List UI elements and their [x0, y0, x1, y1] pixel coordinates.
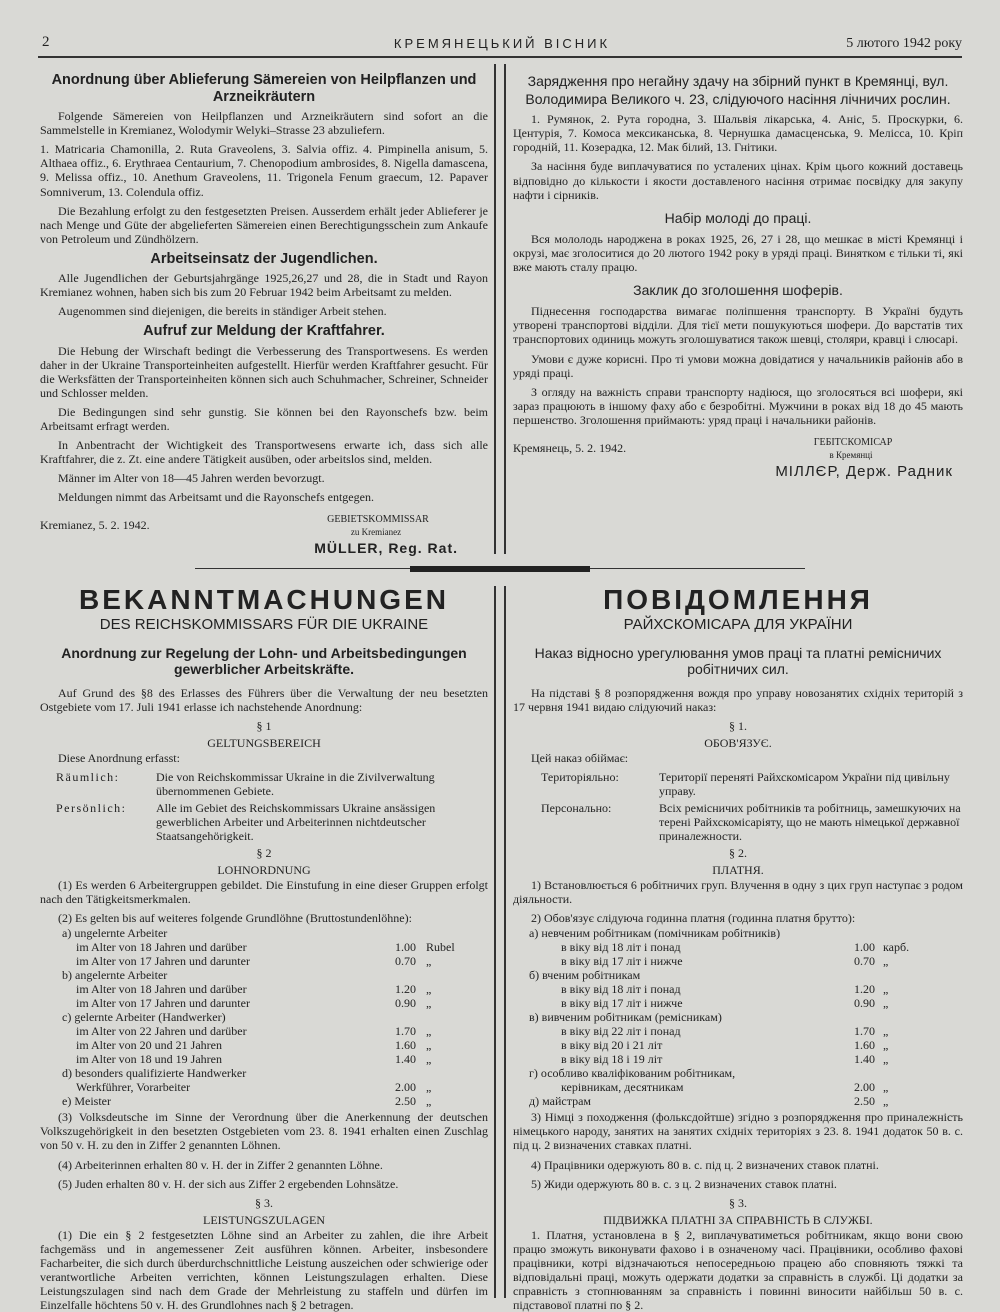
- wage-row: [513, 926, 963, 940]
- paragraph: (4) Arbeiterinnen erhalten 80 v. H. der in Ziffer 2 genannten Löhne.: [58, 1157, 383, 1172]
- wage-label: e) Meister: [62, 1094, 111, 1109]
- wage-row: [513, 1024, 963, 1038]
- wage-amount: [358, 968, 416, 982]
- wage-amount: [358, 1010, 416, 1024]
- definition-text: Території переняті Райхскомісаром України під цивільну управу.: [659, 769, 950, 798]
- wage-row: [513, 1094, 963, 1108]
- wage-label: г) особливо кваліфікованим робітникам,: [529, 1066, 736, 1081]
- wage-unit: „: [426, 954, 432, 969]
- wage-amount: [805, 1010, 875, 1024]
- wage-amount: [805, 926, 875, 940]
- wage-row: [513, 1066, 963, 1080]
- wage-table: [40, 926, 488, 1108]
- section-subtitle: DES REICHSKOMMISSARS FÜR DIE UKRAINE: [99, 615, 429, 633]
- wage-row: [40, 940, 488, 954]
- wage-label: а) невченим робітникам (помічникам робітників): [529, 926, 781, 940]
- wage-label: im Alter von 18 Jahren und darüber: [76, 940, 247, 955]
- wage-label: б) вченим робітникам: [529, 968, 641, 983]
- wage-row: [40, 1010, 488, 1024]
- wage-amount: 1.40: [395, 1052, 416, 1067]
- separator-bar: [410, 566, 590, 572]
- wage-unit: „: [883, 996, 889, 1011]
- definition-row: [40, 801, 488, 843]
- paragraph: (2) Es gelten bis auf weiteres folgende Grundlöhne (Bruttostundenlöhne):: [58, 910, 412, 925]
- wage-label: c) gelernte Arbeiter (Handwerker): [62, 1010, 226, 1025]
- wage-label: im Alter von 22 Jahren und darüber: [76, 1024, 247, 1039]
- definition-row: [513, 770, 963, 798]
- definition-row: [40, 770, 488, 798]
- article-title: Зарядження про негайну здачу на збірний пункт в Кремянці, вул. Володимира Великого ч. 23, слідуючого насіння лічничих рослин.: [525, 73, 951, 108]
- section-separator: [195, 566, 805, 572]
- ukrainian-announcements: [513, 70, 963, 548]
- wage-row: [40, 996, 488, 1010]
- wage-row: [40, 1052, 488, 1066]
- wage-label: в віку від 18 і 19 літ: [561, 1052, 663, 1067]
- paragraph: Alle Jugendlichen der Geburtsjahrgänge 1925,26,27 und 28, die in Stadt und Rayon Kremianez wohnen, haben sich bis zum 20 Februar 1942 beim Arbeitsamt zu melden.: [40, 271, 488, 300]
- section-heading: ПЛАТНЯ.: [712, 862, 764, 877]
- paragraph: 1) Встановлюється 6 робітничих груп. Влучення в одну з цих груп наступає з родом діяльности.: [513, 877, 963, 906]
- page-header: [42, 34, 962, 54]
- signatory-title: ГЕБІТСКОМІСАР: [813, 436, 893, 448]
- wage-row: [513, 1038, 963, 1052]
- decree-title: Наказ відносно урегулювання умов праці та платні ремісничих робітничих сил.: [534, 645, 942, 678]
- signatory-location: в Кремянці: [829, 449, 873, 460]
- article-title: Arbeitseinsatz der Jugendlichen.: [150, 250, 378, 267]
- paragraph: За насіння буде виплачуватися по усталених цінах. Крім цього кожний доставець відповідно до кількости і якости доставленого насіння отримає посвідку для закупу нафти і сірників.: [513, 159, 963, 202]
- german-decree: [40, 584, 488, 1312]
- wage-amount: 0.90: [395, 996, 416, 1011]
- decree-title: Anordnung zur Regelung der Lohn- und Arbeitsbedingungen gewerblicher Arbeitskräfte.: [61, 645, 467, 678]
- wage-amount: 2.00: [395, 1080, 416, 1095]
- wage-unit: „: [883, 1038, 889, 1053]
- wage-amount: 1.00: [395, 940, 416, 955]
- wage-label: im Alter von 18 und 19 Jahren: [76, 1052, 222, 1067]
- wage-label: im Alter von 18 Jahren und darüber: [76, 982, 247, 997]
- paragraph: Цей наказ обіймає:: [531, 750, 629, 765]
- wage-unit: „: [883, 1024, 889, 1039]
- wage-label: d) besonders qualifizierte Handwerker: [62, 1066, 247, 1081]
- paragraph: (5) Juden erhalten 80 v. H. der sich aus Ziffer 2 ergebenden Lohnsätze.: [58, 1176, 399, 1191]
- wage-label: b) angelernte Arbeiter: [62, 968, 168, 983]
- paragraph: 1. Платня, установлена в § 2, виплачуватиметься робітникам, якщо вони свою працю зможуть виконувати фахово і в означеному часі. Працівники, особливо фахові працівники, котрі відзначаються непосередньою працею або сповняють тяжкі та відповідальні праці, можуть одержати додатки за справність в службі. Ці додатки за справність з стопнюванням за справність і повинні виносити найбільш 50 в. с. підставової платні по § 2.: [513, 1227, 963, 1312]
- wage-amount: 1.70: [854, 1024, 875, 1039]
- wage-row: [513, 940, 963, 954]
- wage-amount: [805, 968, 875, 982]
- article-title: Набір молоді до праці.: [664, 209, 812, 226]
- definition-term: Räumlich:: [56, 769, 120, 784]
- definition-term: Територіяльно:: [541, 769, 619, 784]
- section-number: § 2: [256, 845, 272, 860]
- paragraph: Die Bedingungen sind sehr gunstig. Sie können bei den Rayonschefs bzw. beim Arbeitsamt erfragt werden.: [40, 405, 488, 434]
- wage-unit: [875, 1010, 963, 1024]
- wage-row: [40, 1080, 488, 1094]
- paragraph: Diese Anordnung erfasst:: [58, 750, 180, 765]
- wage-amount: 1.20: [854, 982, 875, 997]
- wage-unit: Rubel: [426, 940, 455, 955]
- section-number: § 1: [256, 718, 272, 733]
- wage-amount: 1.60: [395, 1038, 416, 1053]
- section-number: § 2.: [729, 845, 747, 860]
- wage-amount: 2.50: [395, 1094, 416, 1109]
- article-title: Заклик до зголошення шоферів.: [633, 282, 843, 299]
- column-divider-bottom: [494, 586, 506, 1298]
- paragraph: Männer im Alter von 18—45 Jahren werden bevorzugt.: [58, 471, 325, 486]
- wage-row: [513, 1080, 963, 1094]
- paragraph: 2) Обов'язує слідуюча годинна платня (годинна платня брутто):: [531, 910, 856, 925]
- wage-unit: [416, 968, 488, 982]
- wage-amount: 1.40: [854, 1052, 875, 1067]
- article-title: Aufruf zur Meldung der Kraftfahrer.: [143, 323, 385, 340]
- wage-row: [40, 926, 488, 940]
- wage-amount: 1.60: [854, 1038, 875, 1053]
- paragraph: 1. Румянок, 2. Рута городна, 3. Шальвія лікарська, 4. Аніс, 5. Проскурки, 6. Центурія, 7. Комоса мексиканська, 8. Чернушка дамасценська, 9. Мелісса, 10. Кріп городній, 11. Козерадка, 12. Мак білий, 13. Гнітики.: [513, 112, 963, 155]
- wage-amount: 1.20: [395, 982, 416, 997]
- wage-label: в віку від 18 літ і понад: [561, 940, 681, 955]
- wage-unit: [875, 926, 963, 940]
- paragraph: З огляду на важність справи транспорту надіюся, що зголосяться всі шофери, які зараз працюють в іншому фаху або є безробітні. Мужчини в роках від 18 до 45 мають першенство. Зголошення приймають: уряд праці і начальники районів.: [513, 384, 963, 427]
- wage-row: [513, 968, 963, 982]
- wage-label: керівникам, десятникам: [561, 1080, 684, 1095]
- section-number: § 3.: [729, 1195, 747, 1210]
- paragraph: 5) Жиди одержують 80 в. с. з ц. 2 визначених ставок платні.: [531, 1176, 837, 1191]
- paragraph: (1) Es werden 6 Arbeitergruppen gebildet. Die Einstufung in eine dieser Gruppen erfolgt nach den Tätigkeitsmerkmalen.: [40, 877, 488, 906]
- section-heading: ОБОВ'ЯЗУЄ.: [704, 735, 772, 750]
- article-title: Anordnung über Ablieferung Sämereien von Heilpflanzen und Arzneikräutern: [51, 72, 477, 105]
- wage-row: [40, 1024, 488, 1038]
- definition-term: Persönlich:: [56, 800, 127, 815]
- wage-unit: „: [883, 1094, 889, 1109]
- wage-unit: „: [426, 1038, 432, 1053]
- section-heading: LOHNORDNUNG: [217, 862, 311, 877]
- wage-amount: 0.70: [395, 954, 416, 969]
- wage-unit: „: [426, 982, 432, 997]
- paragraph: In Anbentracht der Wichtigkeit des Transportwesens erwarte ich, dass sich alle Kraftfahrer, die z. Zt. eine andere Tätigkeit ausüben, oder arbeitslos sind, melden.: [40, 438, 488, 467]
- definition-term: Персонально:: [541, 800, 612, 815]
- wage-unit: „: [426, 1052, 432, 1067]
- paragraph: Auf Grund des §8 des Erlasses des Führers über die Verwaltung der neu besetzten Ostgebiete vom 17. Juli 1941 erlasse ich nachstehende Anordnung:: [40, 685, 488, 714]
- paragraph: 4) Працівники одержують 80 в. с. під ц. 2 визначених ставок платні.: [531, 1157, 879, 1172]
- wage-label: в віку від 17 літ і нижче: [561, 996, 683, 1011]
- newspaper-title: КРЕМЯНЕЦЬКИЙ ВІСНИК: [393, 36, 611, 51]
- wage-label: в віку від 20 і 21 літ: [561, 1038, 663, 1053]
- wage-label: в віку від 22 літ і понад: [561, 1024, 681, 1039]
- wage-amount: 1.00: [854, 940, 875, 955]
- signature-block: [40, 514, 488, 560]
- wage-unit: [875, 968, 963, 982]
- wage-amount: [358, 926, 416, 940]
- wage-row: [513, 996, 963, 1010]
- wage-unit: [416, 926, 488, 940]
- wage-amount: [358, 1066, 416, 1080]
- wage-amount: 0.90: [854, 996, 875, 1011]
- paragraph: Meldungen nimmt das Arbeitsamt und die Rayonschefs entgegen.: [58, 490, 374, 505]
- wage-unit: „: [883, 1080, 889, 1095]
- wage-table: [513, 926, 963, 1108]
- signature-block: [513, 437, 963, 483]
- wage-row: [40, 1066, 488, 1080]
- wage-row: [513, 1010, 963, 1024]
- wage-unit: [416, 1066, 488, 1080]
- german-announcements: [40, 70, 488, 557]
- wage-unit: „: [883, 954, 889, 969]
- paragraph: Вся мололодь народжена в роках 1925, 26, 27 і 28, що мешкає в місті Кремянці і окрузі, має зголоситися до 20 лютого 1942 року в уряді праці. Винятком є тільки ті, які вже мають сталу працю.: [513, 231, 963, 274]
- wage-unit: [875, 1066, 963, 1080]
- wage-unit: „: [426, 996, 432, 1011]
- paragraph: Die Hebung der Wirschaft bedingt die Verbesserung des Transportwesens. Es werden daher in der Ukraine Transporteinheiten aufgestellt. Hierfür werden Kraftfahrer gesucht. Für die Werksfätten der Transporteinheiten können sich auch Schuhmacher, Schreiner, Schneider und Schlosser melden.: [40, 344, 488, 401]
- paragraph: Die Bezahlung erfolgt zu den festgesetzten Preisen. Ausserdem erhält jeder Ablieferer je nach Menge und Güte der abgelieferten Sämereien einen Berechtigungsschein zum Ankaufe von Petroleum und Zündhölzern.: [40, 203, 488, 246]
- wage-row: [40, 1038, 488, 1052]
- section-number: § 3.: [255, 1195, 273, 1210]
- wage-unit: „: [426, 1024, 432, 1039]
- column-divider-top: [494, 64, 506, 554]
- paragraph: Augenommen sind diejenigen, die bereits in ständiger Arbeit stehen.: [58, 304, 387, 319]
- header-rule: [38, 56, 962, 58]
- wage-label: im Alter von 20 und 21 Jahren: [76, 1038, 222, 1053]
- paragraph: На підставі § 8 розпорядження вождя про управу новозанятих східніх територій з 17 червня 1941 видаю слідуючий наказ:: [513, 685, 963, 714]
- wage-row: [40, 1094, 488, 1108]
- signatory-title: GEBIETSKOMMISSAR: [327, 514, 429, 526]
- wage-label: в) вивченим робітникам (ремісникам): [529, 1010, 722, 1025]
- section-subtitle: РАЙХСКОМІСАРА ДЛЯ УКРАЇНИ: [623, 615, 853, 633]
- paragraph: Умови є дуже корисні. Про ті умови можна довідатися у начальників районів або в уряді праці.: [513, 351, 963, 380]
- definition-text: Die von Reichskommissar Ukraine in die Zivilverwaltung übernommenen Gebiete.: [156, 769, 435, 798]
- wage-row: [40, 982, 488, 996]
- section-banner: BEKANNTMACHUNGEN: [79, 584, 449, 615]
- definition-text: Alle im Gebiet des Reichskommissars Ukraine ansässigen gewerblichen Arbeiter und Arbeiterinnen nichtdeutscher Staatsangehörigkeit.: [156, 800, 436, 843]
- wage-amount: 0.70: [854, 954, 875, 969]
- ukrainian-decree: [513, 584, 963, 1312]
- paragraph: Folgende Sämereien von Heilpflanzen und Arzneikräutern sind sofort an die Sammelstelle in Kremianez, Wolodymir Welyki–Strasse 23 abzuliefern.: [40, 109, 488, 138]
- section-heading: ПІДВИЖКА ПЛАТНІ ЗА СПРАВНІСТЬ В СЛУЖБІ.: [603, 1212, 873, 1227]
- wage-label: в віку від 18 літ і понад: [561, 982, 681, 997]
- section-heading: GELTUNGSBEREICH: [207, 735, 321, 750]
- wage-label: im Alter von 17 Jahren und darunter: [76, 954, 250, 969]
- wage-unit: „: [883, 982, 889, 997]
- wage-label: Werkführer, Vorarbeiter: [76, 1080, 191, 1095]
- wage-row: [513, 1052, 963, 1066]
- wage-row: [513, 954, 963, 968]
- paragraph: 1. Matricaria Chamonilla, 2. Ruta Graveolens, 3. Salvia offiz. 4. Pimpinella anisum, 5. Althaea offiz., 6. Erythraea Centaurium, 7. Chenopodium ambrosides, 8. Nigella damascena, 9. Melissa offiz., 10. Anethum Graveolens, 11. Trigonela Fenum graecum, 12. Papaver Somniverum, 13. Colendula offiz.: [40, 142, 488, 199]
- wage-amount: [805, 1066, 875, 1080]
- paragraph: 3) Німці з походження (фольксдойтше) згідно з розпорядження про приналежність німецького народу, занятих на занятих східніх територіях з 23. 8. 1941 додаток 50 в. с. під ц. 2 визначених ставках платні.: [513, 1110, 963, 1153]
- section-number: § 1.: [729, 718, 747, 733]
- wage-amount: 1.70: [395, 1024, 416, 1039]
- wage-amount: 2.50: [854, 1094, 875, 1109]
- place-date: Кремянець, 5. 2. 1942.: [513, 440, 627, 455]
- paragraph: Піднесення господарства вимагає поліпшення транспорту. В Україні будуть утворені транспортові відділи. Для тієї мети пошукуються шофери. До варстатів тих транспортових одиниць можуть зголошуватися також шевці, столяри, кравці і слюсарі.: [513, 304, 963, 347]
- wage-label: im Alter von 17 Jahren und darunter: [76, 996, 250, 1011]
- page-number: 2: [42, 34, 50, 50]
- wage-row: [40, 968, 488, 982]
- wage-unit: „: [426, 1080, 432, 1095]
- paragraph: (1) Die ein § 2 festgesetzten Löhne sind an Arbeiter zu zahlen, die ihre Arbeit fachgemäss und in angemessener Zeit ausführen können. Arbeiter, insbesondere Facharbeiter, die sich durch überdurchschnittliche Leistung auszeichen oder schwierige oder verantwortliche Arbeiten verrichten, können Leistungszulagen erhalten. Diese Leistungszulagen sind nach dem Grade der Mehrleistung zu staffeln und dürfen im Einzelfalle höchtens 50 v. H. des Grundlohnes nach § 2 betragen.: [40, 1227, 488, 1312]
- section-banner: ПОВІДОМЛЕННЯ: [603, 584, 873, 615]
- wage-unit: „: [883, 1052, 889, 1067]
- issue-date: 5 лютого 1942 року: [846, 36, 962, 51]
- signatory-name: MÜLLER, Reg. Rat.: [314, 540, 458, 557]
- wage-unit: „: [426, 1094, 432, 1109]
- signatory-name: МІЛЛЄР, Держ. Радник: [775, 462, 953, 480]
- paragraph: (3) Volksdeutsche im Sinne der Verordnung über die Anerkennung der deutschen Volkszugehörigkeit in den besetzten Ostgebieten vom 23. 8. 1941 erhalten einen Zuschlag von 50 v. H. zu den in Ziffer 2 genannten Löhnen.: [40, 1110, 488, 1153]
- definition-row: [513, 801, 963, 843]
- wage-row: [40, 954, 488, 968]
- wage-label: a) ungelernte Arbeiter: [62, 926, 168, 940]
- place-date: Kremianez, 5. 2. 1942.: [40, 518, 150, 533]
- wage-amount: 2.00: [854, 1080, 875, 1095]
- section-heading: LEISTUNGSZULAGEN: [203, 1212, 325, 1227]
- signatory-location: zu Kremianez: [350, 527, 402, 538]
- definition-text: Всіх ремісничих робітників та робітниць, замешкуючих на терені Райхскомісаріяту, що не мають німецької державної приналежности.: [659, 800, 961, 843]
- wage-unit: карб.: [883, 940, 910, 955]
- wage-row: [513, 982, 963, 996]
- wage-label: д) майстрам: [529, 1094, 591, 1109]
- wage-label: в віку від 17 літ і нижче: [561, 954, 683, 969]
- wage-unit: [416, 1010, 488, 1024]
